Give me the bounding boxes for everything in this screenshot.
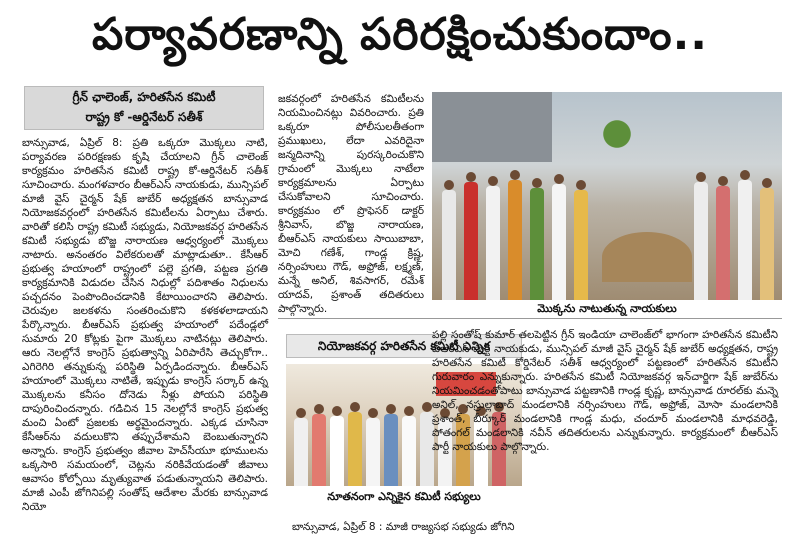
people-group — [432, 150, 782, 300]
article-column-3 — [432, 328, 778, 518]
committee-section-title: నియోజకవర్గ హరితసేన కమిటీ ఎన్నిక — [286, 334, 522, 358]
sub-article-title-line1: గ్రీన్ ఛాలెంజ్, హరితసేన కమిటీ — [72, 90, 216, 104]
article-column-3-text: పల్లి సంతోష్ కుమార్ తలపెట్టిన గ్రీన్ ఇండియా చాలెంజ్‌లో భాగంగా హరితసేన కమిటీని బీఆర్ఎస్ పార్టీ నాయకుడు, మున్సిపల్ మాజీ వైస్ చైర్మన్ షేక్ జుబేర్ అధ్యక్షతన, రాష్ట్ర హరితసేన కమిటీ కోర్డినేటర్ సతీశ్ ఆధ్వర్యంలో పట్టణంలో హరితసేన కమిటీని గురువారం ఎన్నుకున్నారు. హరితసేన కమిటీ నియోజకవర్గ ఇన్‌చార్జిగా షేక్ జుబేర్‌ను నియమించడంతోపాటు బాన్సువాడ పట్టణానికి గాండ్ల కృష్ణ, బాన్సువాడ రూరల్‌కు మన్నె అనిల్, నస్రుల్లాబాద్ మండలానికి నర్సింహులు గౌడ్, అఫ్రోజ్, మోసా మండలానికి ప్రశాంత్, బీర్కూర్ మండలానికి గాండ్ల మధు, చందూర్ మండలానికి మాధవరెడ్డి, పోతంగల్ మండలానికి నవీన్ తదితరులను ఎన్నుకున్నారు. కార్యక్రమంలో బీఆర్ఎస్ పార్టీ నాయకులు పాల్గొన్నారు. — [432, 329, 778, 453]
section-divider — [278, 318, 782, 319]
article-column-3-footer-text: బాన్సువాడ, ఏప్రిల్ 8 : మాజీ రాజ్యసభ సభ్యుడు జోగిని — [292, 521, 515, 533]
sub-article-title-line2: రాష్ట్ర కో -ఆర్డినేటర్ సతీశ్ — [85, 110, 203, 124]
photo2-caption: నూతనంగా ఎన్నికైన కమిటీ సభ్యులు — [327, 490, 481, 503]
article-column-1-text: బాన్సువాడ, ఏప్రిల్ 8: ప్రతి ఒక్కరూ మొక్కలు నాటి, పర్యావరణ పరిరక్షణకు కృషి చేయాలని గ్రీన్ చాలెంజ్ కార్యక్రమం హరితసేన కమిటీ రాష్ట్ర కో-ఆర్డినేటర్ సతీశ్ సూచించారు. మంగళవారం బీఆర్ఎస్ నాయకుడు, మున్సిపల్ మాజీ వైస్ చైర్మన్ షేక్ జుబేర్ అధ్యక్షతన బాన్సువాడ నియోజకవర్గంలో హరితసేన కమిటీలను ఏర్పాటు చేశారు. వారితో కలిసి రాష్ట్ర కమిటీ సభ్యుడు, నియోజకవర్గ హరితసేన కమిటీ సభ్యుడు బొజ్జ నారాయణ ఆధ్వర్యంలో మొక్కలు నాటారు. అనంతరం విలేకరులతో మాట్లాడుతూ.. కేసీఆర్ ప్రభుత్వ హయాంలో రాష్ట్రంలో పల్లె ప్రగతి, పట్టణ ప్రగతి కార్యక్రమానికి విడుదల చేసిన నిధుల్లో పదిశాతం నిధులను పచ్చదనం పెంపొందించడానికి కేటాయించారని తెలిపారు. చెరువుల జలకళను సంతరించుకొని కళకళలాడాయని పేర్కొన్నారు. బీఆర్ఎస్ ప్రభుత్వ హయాంలో పదేండ్లలో సుమారు 20 కోట్లకు పైగా మొక్కలు నాటినట్లు తెలిపారు. ఆరు నెలల్లోనే కాంగ్రెస్ ప్రభుత్వాన్ని ఏరిపారేసి తెచ్చుకోగా.. ఎగిరెగిరి తన్నుకున్న పరిస్థితి ఏర్పడిందన్నారు. బీఆర్ఎస్ హయాంలో మొక్కలు నాటితే, ఇప్పుడు కాంగ్రెస్ సర్కార్ ఉన్న మొక్కలను కనీసం దోనెడు నీళ్లు పోయని పరిస్థితి దాపురించిందన్నారు. గడిచిన 15 నెలల్లోనే కాంగ్రెస్ ప్రభుత్వ మంచి ఏంటో ప్రజలకు అర్థమైందన్నారు. ఎక్కడ చూసినా కేసీఆర్‌ను వదులుకొని తప్పుచేశామని బెంబుతున్నారని అన్నారు. కాంగ్రెస్ ప్రభుత్వం జీవాల హెచ్‌సీయూ భూములను ఒక్కసారి సమయంలో, చెట్లను నరికివేయడంతో జీవాలు ఆవాసం కోల్పోయి మృత్యువాత పడుతున్నాయని తెలిపారు. మాజీ ఎంపీ జోగినిపల్లి సంతోష్ ఆదేశాల మేరకు బాన్సువాడ నియో — [22, 137, 268, 513]
headline: పర్యావరణాన్ని పరిరక్షించుకుందాం.. — [91, 9, 709, 60]
photo1-caption: మొక్కను నాటుతున్న నాయకులు — [537, 302, 677, 315]
article-column-2 — [278, 92, 424, 315]
sub-article-header — [24, 86, 264, 130]
article-column-2-text: జకవర్గంలో హరితసేన కమిటీలను నియమించినట్లు వివరించారు. ప్రతి ఒక్కరూ పోలీసులతీతంగా ప్రముఖులు, లేదా ఎవరిదైనా జన్మదినాన్ని పురస్కరించుకొని గ్రామంలో మొక్కలు నాటేలా కార్యక్రమాలను ఏర్పాటు చేసుకోవాలని సూచించారు. కార్యక్రమం లో ప్రొఫెసర్ డాక్టర్ శ్రీనివాస్, బొజ్జ నారాయణ, బీఆర్ఎస్ నాయకులు సాయిబాబా, మోచి గణేశ్, గాండ్ల క్రిష్ణ, నర్సింహులు గౌడ్, అఫ్రోజ్, లక్ష్మణ్, మన్నే అనిల్, శివసాగర్, రమేశ్ యాదవ్, ప్రశాంత్ తదితరులు పాల్గొన్నారు. — [278, 93, 424, 315]
tree-planting-photo — [432, 92, 782, 300]
article-column-3-footer — [292, 520, 792, 554]
article-column-1 — [22, 136, 268, 554]
